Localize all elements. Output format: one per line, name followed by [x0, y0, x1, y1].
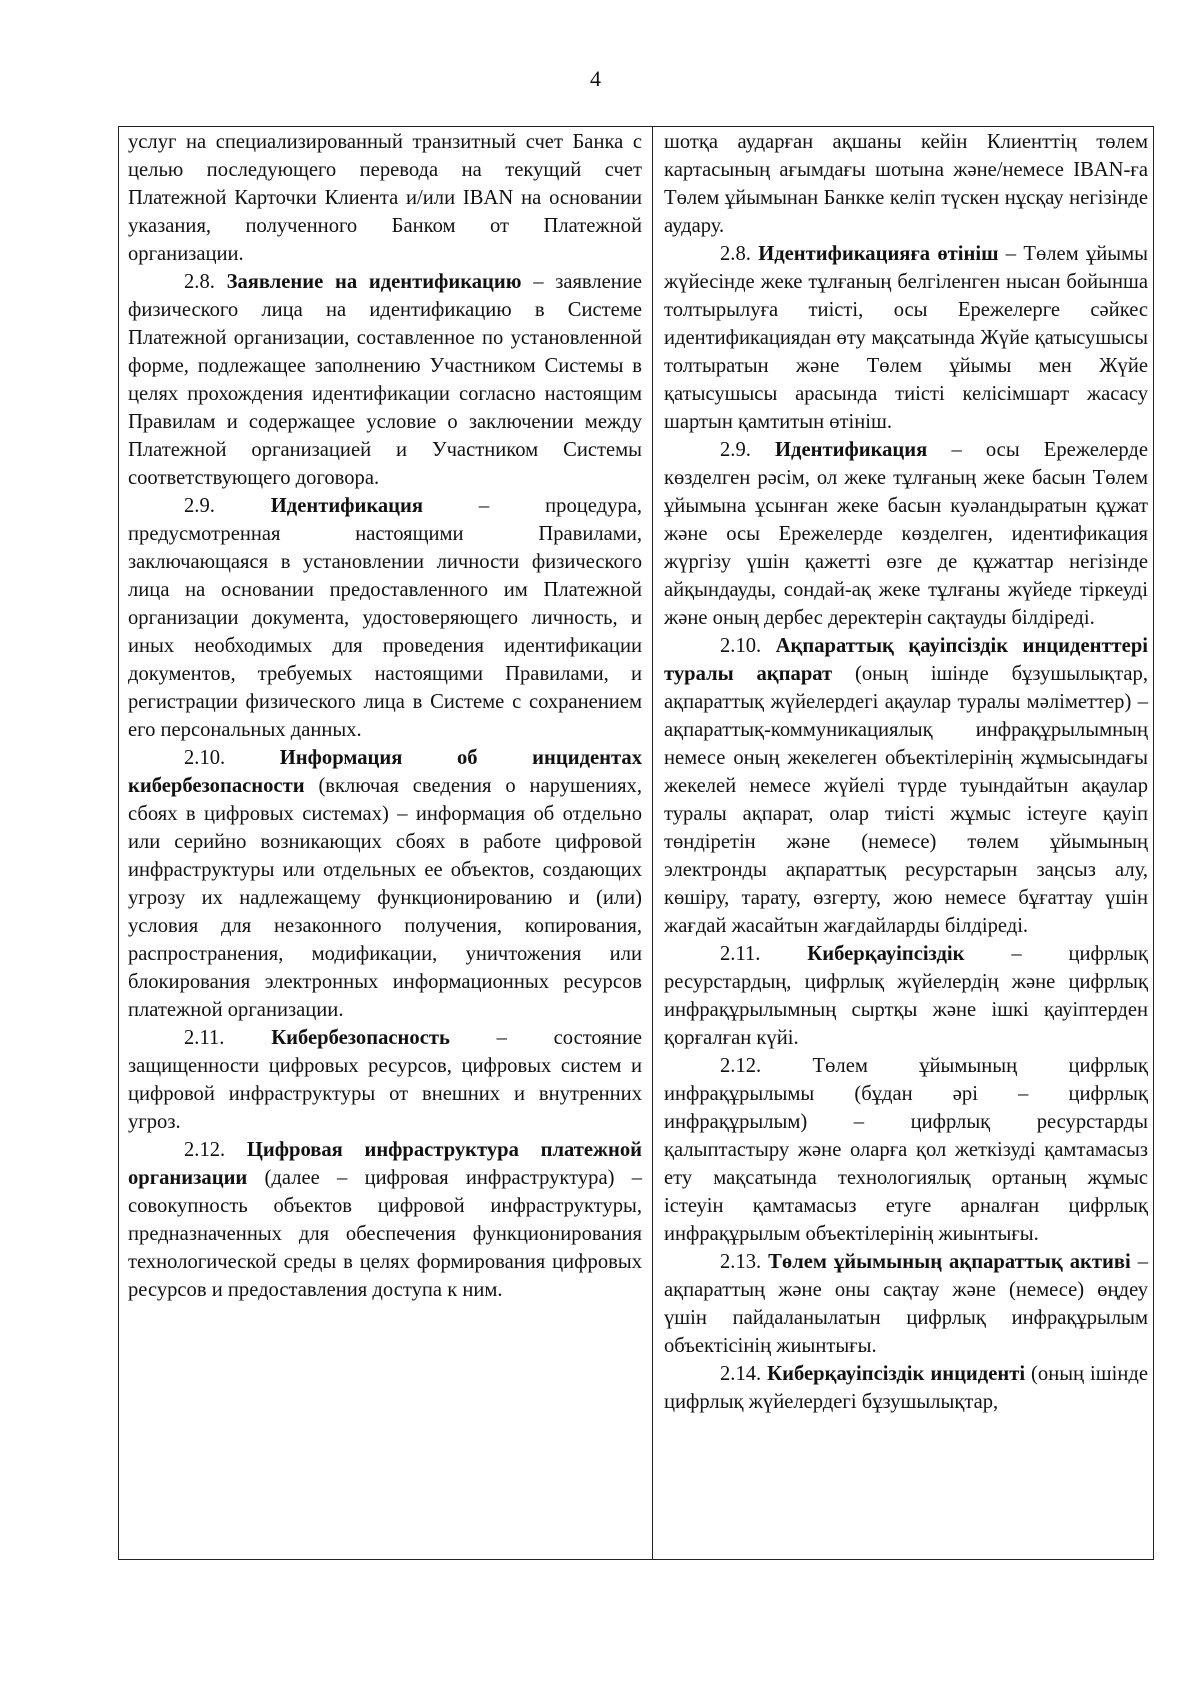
term: Төлем ұйымының ақпараттық активі — [768, 1251, 1131, 1273]
definition: – ақпараттың және оны сақтау және (немесе) өңдеу үшін пайдаланылатын цифрлық инфрақұрылым объектісінің жиынтығы. — [664, 1251, 1148, 1357]
paragraph-2-12 — [664, 1052, 1148, 1248]
column-divider — [652, 127, 653, 1559]
term: Киберқауіпсіздік — [807, 943, 965, 965]
definition: (оның ішінде цифрлық жүйелердегі бұзушылықтар, — [664, 1363, 1148, 1413]
paragraph-continuation: шотқа аударған ақшаны кейін Клиенттің төлем картасының ағымдағы шотына және/немесе IBAN-ға Төлем ұйымынан Банкке келіп түскен нұсқау негізінде аудару. — [664, 131, 1148, 237]
term: Кибербезопасность — [271, 1027, 450, 1049]
term: Идентификация — [270, 495, 424, 517]
clause-number: 2.11. — [184, 1027, 225, 1049]
term: Заявление на идентификацию — [226, 271, 522, 293]
term: Ақпараттық қауіпсіздік инциденттері туралы ақпарат — [664, 635, 1148, 685]
clause-number: 2.14. — [720, 1363, 762, 1385]
definition: – процедура, предусмотренная настоящими Правилами, заключающаяся в установлении личности физического лица на основании предоставленного им Платежной организации документа, удостоверяющего личность, и иных необходимых для проведения идентификации документов, требуемых настоящими Правилами, и регистрации физического лица в Системе с сохранением его персональных данных. — [128, 495, 642, 741]
term: Информация об инцидентах кибербезопасности — [128, 747, 642, 797]
term: Идентификацияға өтініш — [758, 243, 999, 265]
paragraph-2-10 — [128, 744, 642, 1024]
term: Киберқауіпсіздік инциденті — [767, 1363, 1026, 1385]
page-number: 4 — [590, 66, 601, 91]
paragraph-continuation: услуг на специализированный транзитный счет Банка с целью последующего перевода на текущий счет Платежной Карточки Клиента и/или IBAN на основании указания, полученного Банком от Платежной организации. — [128, 131, 642, 265]
clause-number: 2.9. — [720, 439, 751, 461]
clause-number: 2.8. — [184, 271, 215, 293]
russian-column — [128, 128, 642, 1304]
term: Идентификация — [775, 439, 928, 461]
paragraph-2-12 — [128, 1136, 642, 1304]
definition: (оның ішінде бұзушылықтар, ақпараттық жүйелердегі ақаулар туралы мәліметтер) – ақпараттық-коммуникациялық инфрақұрылымның немесе оның жекелеген объектілерінің жұмысындағы жекелей немесе жүйелі түрде туындайтын ақаулар туралы ақпарат, олар тиісті жұмыс істеуге қауіп төндіретін және (немесе) төлем ұйымының электронды ақпараттық ресурстарын заңсыз алу, көшіру, тарату, өзгерту, жою немесе бұғаттау үшін жағдай жасайтын жағдайларды білдіреді. — [664, 663, 1148, 937]
paragraph-2-9 — [664, 436, 1148, 632]
clause-number: 2.13. — [720, 1251, 762, 1273]
clause-number: 2.8. — [720, 243, 751, 265]
paragraph-2-14 — [664, 1360, 1148, 1416]
clause-number: 2.10. — [720, 635, 762, 657]
paragraph-2-9 — [128, 492, 642, 744]
clause-number: 2.10. — [184, 747, 226, 769]
term: Цифровая инфраструктура платежной организации — [128, 1139, 642, 1189]
clause-number: 2.11. — [720, 943, 761, 965]
clause-number: 2.12. — [720, 1055, 762, 1077]
definition: (включая сведения о нарушениях, сбоях в цифровых системах) – информация об отдельно или серийно возникающих сбоях в работе цифровой инфраструктуры или отдельных ее объектов, создающих угрозу их надлежащему функционированию и (или) условия для незаконного получения, копирования, распространения, модификации, уничтожения или блокирования электронных информационных ресурсов платежной организации. — [128, 775, 642, 1021]
paragraph-2-8 — [128, 268, 642, 492]
paragraph-2-8 — [664, 240, 1148, 436]
paragraph-2-10 — [664, 632, 1148, 940]
definition: – Төлем ұйымы жүйесінде жеке тұлғаның белгіленген нысан бойынша толтырылуға тиісті, осы Ережелерге сәйкес идентификациядан өту мақсатында Жүйе қатысушысы толтыратын және Төлем ұйымы мен Жүйе қатысушысы арасында тиісті келісімшарт жасасу шартын қамтитын өтініш. — [664, 243, 1149, 433]
paragraph-2-11 — [664, 940, 1148, 1052]
kazakh-column — [664, 128, 1148, 1416]
definition: – осы Ережелерде көзделген рәсім, ол жеке тұлғаның жеке басын Төлем ұйымына ұсынған жеке басын куәландыратын құжат және осы Ережелерде көзделген, идентификация жүргізу үшін қажетті өзге де құжаттар негізінде айқындауды, сондай-ақ жеке тұлғаны жүйеде тіркеуді және оның дербес деректерін сақтауды білдіреді. — [664, 439, 1148, 629]
paragraph-2-11 — [128, 1024, 642, 1136]
bilingual-table — [118, 126, 1154, 1560]
definition: – цифрлық ресурстардың, цифрлық жүйелердің және цифрлық инфрақұрылымның сыртқы және ішкі қауіптерден қорғалған күйі. — [664, 943, 1148, 1049]
clause-number: 2.12. — [184, 1139, 226, 1161]
definition: – заявление физического лица на идентификацию в Системе Платежной организации, составленное по установленной форме, подлежащее заполнению Участником Системы в целях прохождения идентификации согласно настоящим Правилам и содержащее условие о заключении между Платежной организацией и Участником Системы соответствующего договора. — [128, 271, 642, 489]
clause-number: 2.9. — [184, 495, 215, 517]
definition: – состояние защищенности цифровых ресурсов, цифровых систем и цифровой инфраструктуры от внешних и внутренних угроз. — [128, 1027, 642, 1133]
definition: (далее – цифровая инфраструктура) – совокупность объектов цифровой инфраструктуры, предназначенных для обеспечения функционирования технологической среды в целях формирования цифровых ресурсов и предоставления доступа к ним. — [128, 1167, 642, 1301]
paragraph-2-13 — [664, 1248, 1148, 1360]
definition: Төлем ұйымының цифрлық инфрақұрылымы (бұдан әрі – цифрлық инфрақұрылым) – цифрлық ресурстарды қалыптастыру және оларға қол жеткізуді қамтамасыз ету мақсатында технологиялық ортаның жұмыс істеуін қамтамасыз етуге арналған цифрлық инфрақұрылым объектілерінің жиынтығы. — [664, 1055, 1148, 1245]
